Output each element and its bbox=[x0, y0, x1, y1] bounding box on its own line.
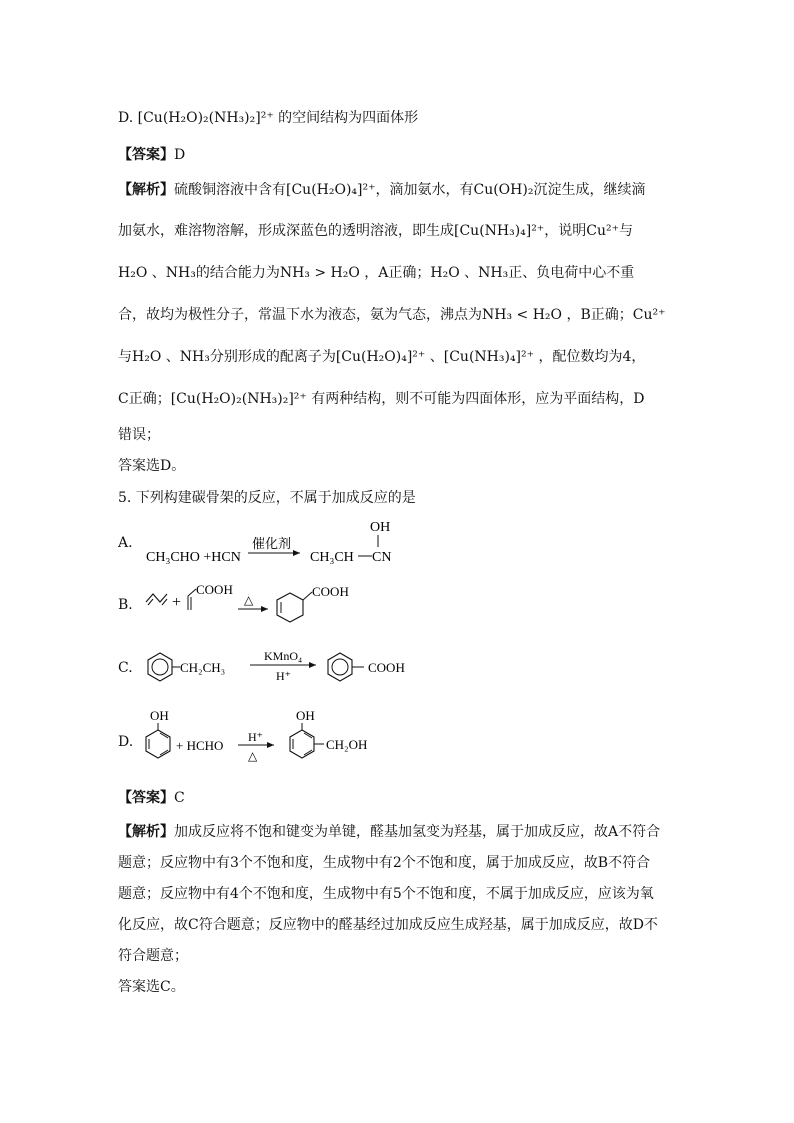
analysis-line-q4-4: 合，故均为极性分子，常温下水为液态，氨为气态，沸点为NH₃ < H₂O ，B正确；Cu²⁺ bbox=[118, 307, 666, 323]
option-d-reagent: + HCHO bbox=[176, 738, 224, 753]
analysis-line-q5-4: 化反应，故C符合题意；反应物中的醛基经过加成反应生成羟基，属于加成反应，故D不 bbox=[118, 917, 658, 933]
option-a-condition: 催化剂 bbox=[252, 536, 292, 551]
option-d-condition-bottom: △ bbox=[248, 749, 258, 763]
option-c-label: C. bbox=[118, 660, 133, 676]
answer-label-q5: 【答案】 bbox=[118, 790, 174, 806]
option-a-product-cn: CN bbox=[372, 550, 392, 565]
option-d-product-oh: OH bbox=[296, 708, 315, 723]
answer-value-q5: C bbox=[174, 790, 185, 806]
option-d-phenol bbox=[146, 730, 170, 758]
analysis-line-q4-7: 错误； bbox=[118, 427, 160, 443]
analysis-line-q5-1: 【解析】加成反应将不饱和键变为单键，醛基加氢变为羟基，属于加成反应，故A不符合 bbox=[118, 824, 661, 840]
option-c-reactant-group: CH₂CH₃ bbox=[180, 660, 226, 675]
option-d-equation bbox=[140, 702, 400, 770]
analysis-line-q4-1: 【解析】硫酸铜溶液中含有[Cu(H₂O)₄]²⁺，滴加氨水，有Cu(OH)₂沉淀生成，继续滴 bbox=[118, 182, 646, 198]
analysis-line-q4-5: 与H₂O 、NH₃分别形成的配离子为[Cu(H₂O)₄]²⁺ 、[Cu(NH₃)₄]²⁺ ，配位数均为4， bbox=[118, 349, 646, 365]
option-d-condition-top: H⁺ bbox=[248, 730, 263, 744]
option-b-butadiene bbox=[146, 594, 167, 602]
option-d-product-ring bbox=[290, 730, 314, 758]
analysis-line-q5-2: 题意；反应物中有3个不饱和度，生成物中有2个不饱和度，属于加成反应，故B不符合 bbox=[118, 855, 651, 871]
answer-line-q5 bbox=[118, 788, 185, 808]
analysis-line-q4-2: 加氨水，难溶物溶解，形成深蓝色的透明溶液，即生成[Cu(NH₃)₄]²⁺，说明Cu²⁺与 bbox=[118, 223, 633, 239]
option-a-arrowhead bbox=[293, 550, 300, 556]
final-answer-q5: 答案选C。 bbox=[118, 979, 185, 995]
analysis-line-q4-3: H₂O 、NH₃的结合能力为NH₃ > H₂O ，A正确；H₂O 、NH₃正、负电荷中心不重 bbox=[118, 265, 635, 281]
final-answer-q4: 答案选D。 bbox=[118, 458, 186, 474]
option-b-reactant-group: COOH bbox=[196, 582, 233, 597]
option-c-equation bbox=[140, 642, 430, 692]
option-a-reactant: CH₃CHO +HCN bbox=[146, 550, 241, 565]
option-b-label: B. bbox=[118, 597, 133, 613]
analysis-line-q5-5: 符合题意； bbox=[118, 948, 188, 964]
option-a-equation bbox=[140, 515, 410, 567]
option-a-label: A. bbox=[118, 535, 133, 551]
analysis-label: 【解析】 bbox=[118, 182, 174, 198]
analysis-line-q4-6: C正确；[Cu(H₂O)₂(NH₃)₂]²⁺ 有两种结构，则不可能为四面体形，应为平面结构，D bbox=[118, 391, 645, 407]
answer-value: D bbox=[174, 147, 186, 163]
option-d-product-group: CH₂OH bbox=[326, 737, 368, 752]
answer-line-q4 bbox=[118, 145, 185, 165]
analysis-label-q5: 【解析】 bbox=[118, 824, 174, 840]
option-b-condition: △ bbox=[244, 593, 254, 607]
option-d-reactant-oh: OH bbox=[150, 708, 169, 723]
option-a-product-oh: OH bbox=[370, 520, 391, 535]
option-b-equation bbox=[140, 580, 380, 630]
option-c-condition-bottom: H⁺ bbox=[276, 669, 291, 683]
option-b-plus: + bbox=[172, 594, 182, 611]
analysis-line-q5-3: 题意；反应物中有4个不饱和度，生成物中有5个不饱和度，不属于加成反应，应该为氧 bbox=[118, 886, 654, 902]
option-d-text: D. [Cu(H₂O)₂(NH₃)₂]²⁺ 的空间结构为四面体形 bbox=[118, 110, 419, 126]
option-c-product-group: COOH bbox=[368, 660, 405, 675]
option-a-product-left: CH₃CH bbox=[310, 550, 354, 565]
option-d-label: D. bbox=[118, 734, 134, 750]
option-b-product-group: COOH bbox=[312, 584, 349, 599]
question-5-stem: 5. 下列构建碳骨架的反应，不属于加成反应的是 bbox=[118, 490, 416, 506]
option-c-condition-top: KMnO₄ bbox=[264, 649, 303, 663]
answer-label: 【答案】 bbox=[118, 147, 174, 163]
